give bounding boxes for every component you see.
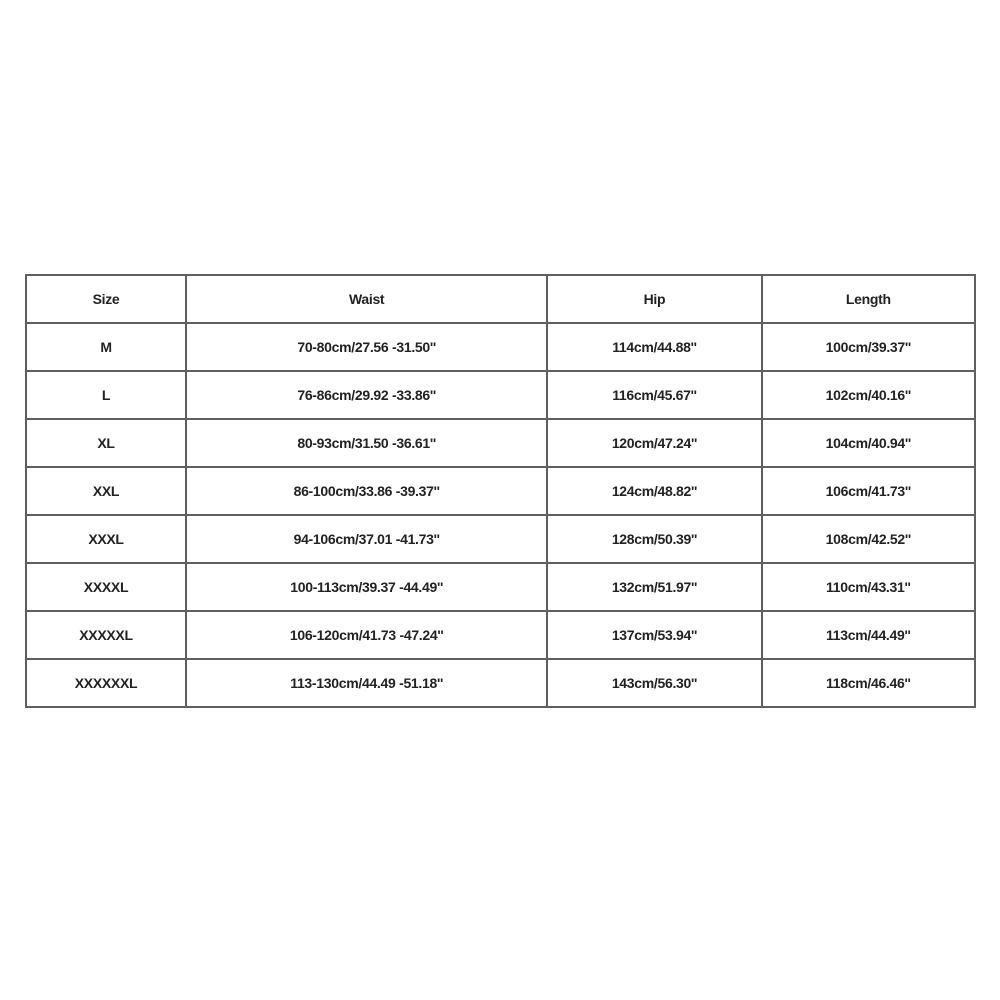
table-row bbox=[26, 467, 975, 515]
hip-cell: 132cm/51.97'' bbox=[547, 563, 761, 611]
table-row bbox=[26, 323, 975, 371]
header-hip: Hip bbox=[547, 275, 761, 323]
table-row bbox=[26, 371, 975, 419]
waist-cell: 113-130cm/44.49 -51.18'' bbox=[186, 659, 547, 707]
length-cell: 104cm/40.94'' bbox=[762, 419, 975, 467]
size-cell: XXXL bbox=[26, 515, 186, 563]
length-cell: 108cm/42.52'' bbox=[762, 515, 975, 563]
table-body bbox=[26, 323, 975, 707]
header-waist: Waist bbox=[186, 275, 547, 323]
size-cell: XXXXL bbox=[26, 563, 186, 611]
hip-cell: 116cm/45.67'' bbox=[547, 371, 761, 419]
waist-cell: 86-100cm/33.86 -39.37'' bbox=[186, 467, 547, 515]
size-cell: XXL bbox=[26, 467, 186, 515]
table-row bbox=[26, 659, 975, 707]
hip-cell: 143cm/56.30'' bbox=[547, 659, 761, 707]
table-header bbox=[26, 275, 975, 323]
length-cell: 100cm/39.37'' bbox=[762, 323, 975, 371]
size-cell: L bbox=[26, 371, 186, 419]
waist-cell: 94-106cm/37.01 -41.73'' bbox=[186, 515, 547, 563]
waist-cell: 100-113cm/39.37 -44.49'' bbox=[186, 563, 547, 611]
length-cell: 106cm/41.73'' bbox=[762, 467, 975, 515]
hip-cell: 128cm/50.39'' bbox=[547, 515, 761, 563]
length-cell: 102cm/40.16'' bbox=[762, 371, 975, 419]
length-cell: 110cm/43.31'' bbox=[762, 563, 975, 611]
size-cell: XL bbox=[26, 419, 186, 467]
hip-cell: 120cm/47.24'' bbox=[547, 419, 761, 467]
waist-cell: 80-93cm/31.50 -36.61'' bbox=[186, 419, 547, 467]
table-row bbox=[26, 611, 975, 659]
header-row bbox=[26, 275, 975, 323]
length-cell: 118cm/46.46'' bbox=[762, 659, 975, 707]
size-cell: XXXXXXL bbox=[26, 659, 186, 707]
header-size: Size bbox=[26, 275, 186, 323]
table-row bbox=[26, 515, 975, 563]
hip-cell: 137cm/53.94'' bbox=[547, 611, 761, 659]
table-row bbox=[26, 563, 975, 611]
hip-cell: 124cm/48.82'' bbox=[547, 467, 761, 515]
waist-cell: 106-120cm/41.73 -47.24'' bbox=[186, 611, 547, 659]
table-row bbox=[26, 419, 975, 467]
size-cell: XXXXXL bbox=[26, 611, 186, 659]
waist-cell: 76-86cm/29.92 -33.86'' bbox=[186, 371, 547, 419]
size-chart-table bbox=[25, 274, 976, 708]
size-cell: M bbox=[26, 323, 186, 371]
length-cell: 113cm/44.49'' bbox=[762, 611, 975, 659]
hip-cell: 114cm/44.88'' bbox=[547, 323, 761, 371]
header-length: Length bbox=[762, 275, 975, 323]
waist-cell: 70-80cm/27.56 -31.50'' bbox=[186, 323, 547, 371]
